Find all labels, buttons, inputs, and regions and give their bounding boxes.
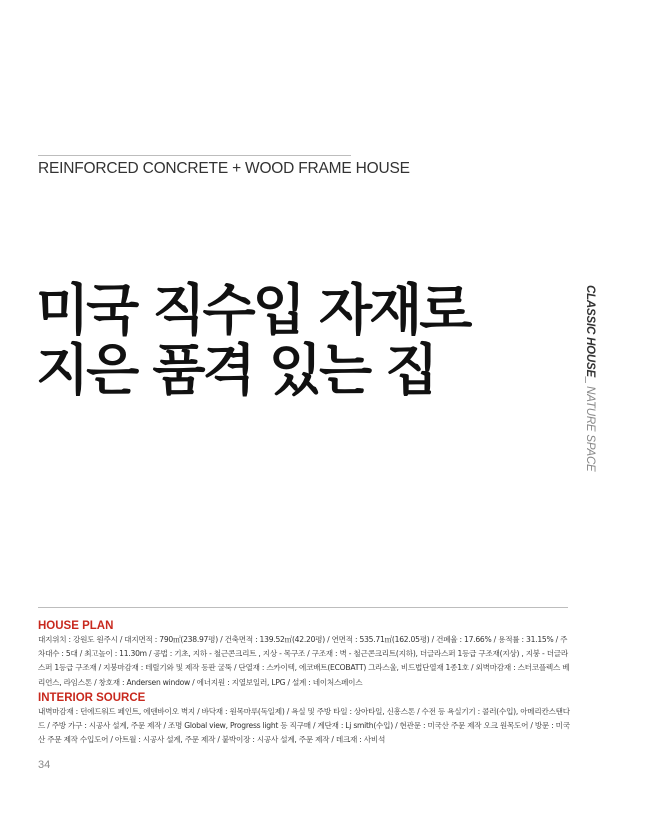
interior-source-body: 내벽마감재 : 던에드워드 페인트, 에덴바이오 벽지 / 바닥재 : 원목마루(독일제) / 욕실 및 주방 타일 : 상아타일, 신흥스톤 / 수전 등 욕실기기 : 콜러(수입), 아메리칸스탠다드 / 주방 가구 : 시공사 설계, 주문 제작 / 조명 Global view, Progress light 등 직구매 / 계단재 : Lj smith(수입) / 현관문 : 미국산 주문 제작 오크 원목도어 / 방문 : 미국산 주문 제작 수입도어 / 아트월 : 시공사 설계, 주문 제작 / 붙박이장 : 시공사 설계, 주문 제작 / 데크재 : 사비석 [38,707,570,745]
specs-divider [38,607,568,608]
top-divider [38,155,351,156]
headline-line-2: 지은 품격 있는 집 [36,338,436,402]
side-label-category: CLASSIC HOUSE [584,285,596,377]
page-number: 34 [38,759,51,771]
headline-line-1: 미국 직수입 자재로 [36,278,470,342]
side-label-brand: NATURE SPACE [584,386,596,472]
side-label-separator: _ [584,376,596,384]
article-subtitle: REINFORCED CONCRETE + WOOD FRAME HOUSE [38,160,410,177]
house-plan-body: 대지위치 : 강원도 원주시 / 대지면적 : 790㎡(238.97평) / 건축면적 : 139.52㎡(42.20평) / 연면적 : 535.71㎡(162.05평) / 건폐율 : 17.66% / 용적률 : 31.15% / 주차대수 : 5대 / 최고높이 : 11.30m / 공법 : 기초, 지하 - 철근콘크리트 , 지상 - 목구조 / 구조재 : 벽 - 철근콘크리트(지하), 더글라스퍼 1등급 구조재(지상) , 지붕 - 더글라스퍼 1등급 구조재 / 지붕마감재 : 테릴기와 및 제작 동판 굴뚝 / 단열재 : 스카이텍, 에코배트(ECOBATT) 그라스울, 비드법단열재 1종1호 / 외벽마감재 : 스터코플렉스 베리언스, 라임스톤 / 창호재 : Andersen window / 에너지원 : 지열보일러, LPG / 설계 : 네이처스페이스 [38,635,570,687]
article-headline [36,280,469,400]
house-plan-title: HOUSE PLAN [38,620,114,632]
interior-source-title: INTERIOR SOURCE [38,692,146,704]
section-side-label [576,285,598,472]
